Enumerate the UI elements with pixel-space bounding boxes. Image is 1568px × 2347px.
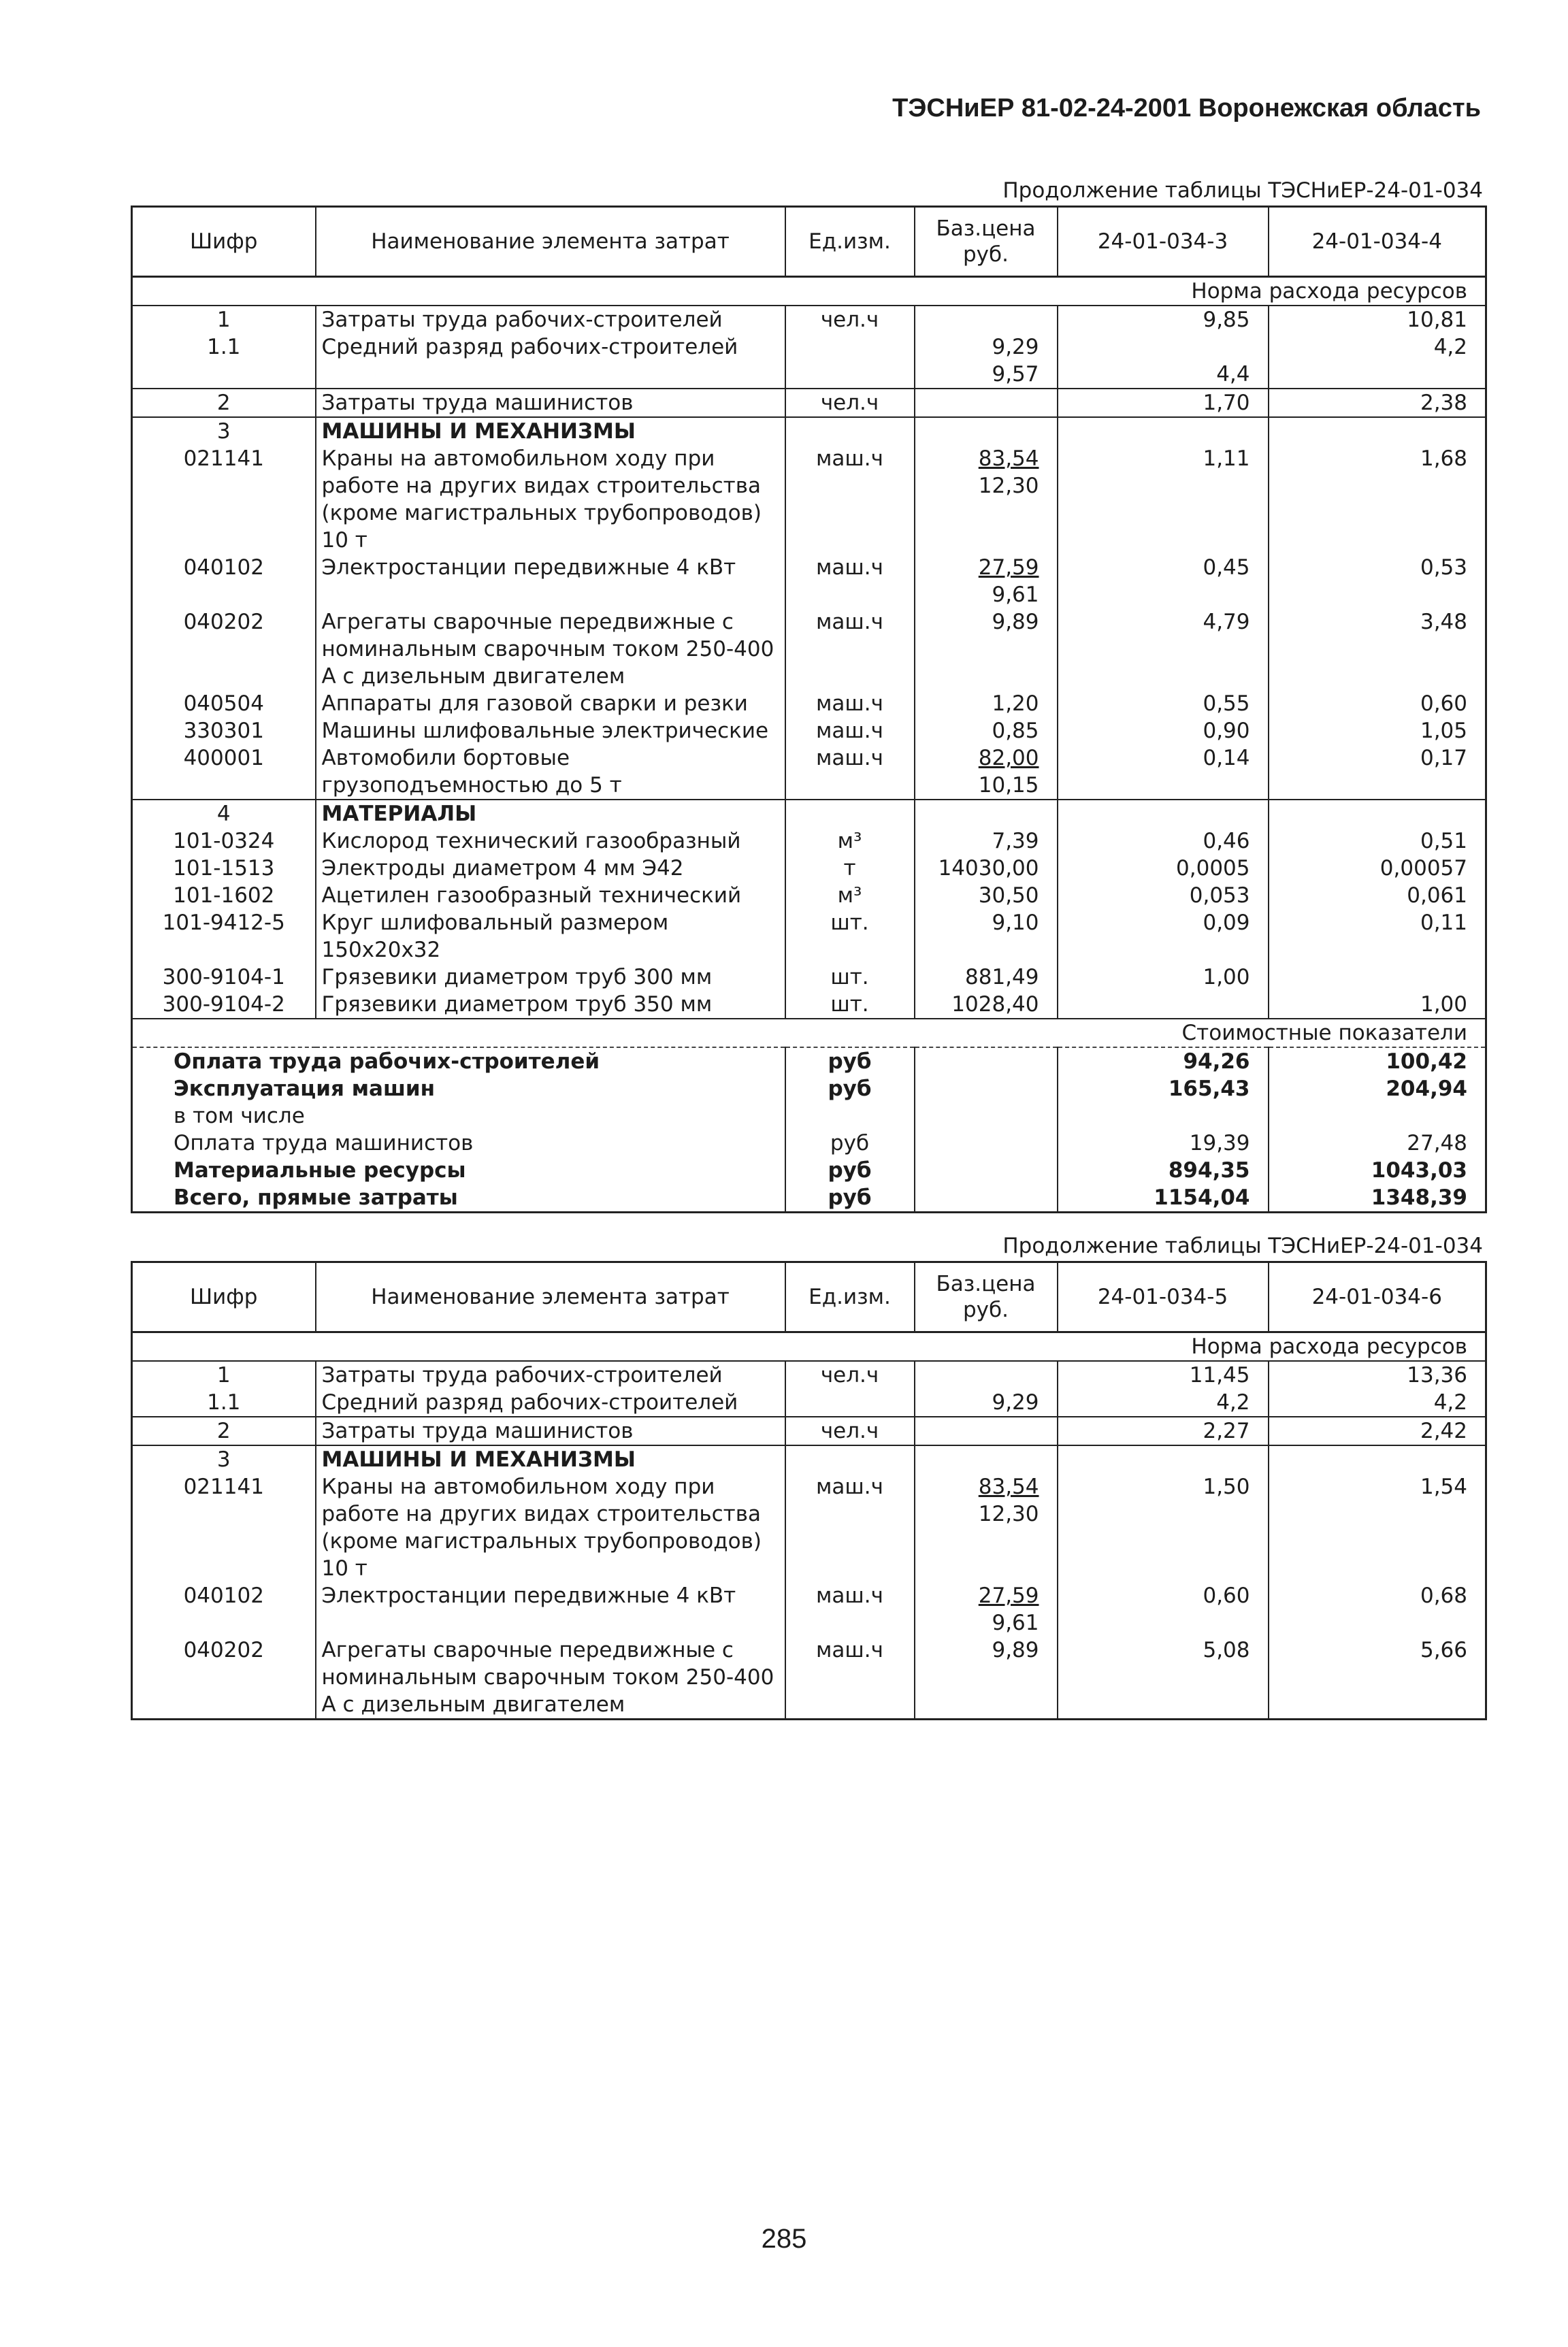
norm-value-2 xyxy=(1269,1445,1486,1473)
resource-name: Грязевики диаметром труб 300 мм xyxy=(316,964,785,991)
norm-value-1: 2,27 xyxy=(1058,1417,1269,1445)
norm-value-1: 0,45 xyxy=(1058,554,1269,608)
base-price-value: 881,49 xyxy=(965,965,1039,989)
cost-value-1: 894,35 xyxy=(1058,1157,1269,1184)
resource-code: 1.1 xyxy=(132,1389,316,1417)
resource-unit: шт. xyxy=(785,909,915,964)
norm-value-2: 0,60 xyxy=(1269,690,1486,717)
resource-name: Кислород технический газообразный xyxy=(316,827,785,855)
base-price-value: 1028,40 xyxy=(951,992,1039,1017)
base-price xyxy=(915,1582,1058,1637)
resource-name: Краны на автомобильном ходу при работе на других видах строительства (кроме магистральных трубопроводов) 10 т xyxy=(316,445,785,554)
table1-caption: Продолжение таблицы ТЭСНиЕР-24-01-034 xyxy=(1002,178,1483,203)
resource-unit: шт. xyxy=(785,964,915,991)
base-price xyxy=(915,800,1058,827)
norm-value-2: 13,36 xyxy=(1269,1361,1486,1389)
cost-row xyxy=(132,1075,1486,1102)
norm-value-1: 11,45 xyxy=(1058,1361,1269,1389)
base-price-value: 9,89 xyxy=(992,610,1039,634)
resource-name: МАШИНЫ И МЕХАНИЗМЫ xyxy=(316,417,785,445)
cost-value-1: 19,39 xyxy=(1058,1130,1269,1157)
norm-value-1: 0,0005 xyxy=(1058,855,1269,882)
cost-unit xyxy=(785,1102,915,1130)
resource-code: 101-1513 xyxy=(132,855,316,882)
cost-price-empty xyxy=(915,1130,1058,1157)
base-price-value: 27,59 xyxy=(978,555,1039,580)
resource-code: 040504 xyxy=(132,690,316,717)
resource-name: Средний разряд рабочих-строителей xyxy=(316,333,785,361)
norm-value-1: 0,90 xyxy=(1058,717,1269,744)
base-price xyxy=(915,333,1058,361)
base-price xyxy=(915,882,1058,909)
cost-value-2: 204,94 xyxy=(1269,1075,1486,1102)
col-header-norm-1: 24-01-034-5 xyxy=(1058,1262,1269,1332)
norm-value-2 xyxy=(1269,964,1486,991)
resource-unit: чел.ч xyxy=(785,306,915,333)
cost-value-1: 94,26 xyxy=(1058,1047,1269,1075)
norm-value-2: 1,54 xyxy=(1269,1473,1486,1582)
norm-value-2: 4,2 xyxy=(1269,333,1486,361)
cost-price-empty xyxy=(915,1102,1058,1130)
norm-value-2: 0,68 xyxy=(1269,1582,1486,1637)
norm-value-1: 1,11 xyxy=(1058,445,1269,554)
table-row xyxy=(132,1417,1486,1445)
base-price-machinist: 10,15 xyxy=(978,773,1039,798)
resource-unit xyxy=(785,800,915,827)
cost-row xyxy=(132,1047,1486,1075)
resource-code: 330301 xyxy=(132,717,316,744)
base-price xyxy=(915,1473,1058,1582)
resource-name: МАШИНЫ И МЕХАНИЗМЫ xyxy=(316,1445,785,1473)
resource-unit: т xyxy=(785,855,915,882)
cost-label: в том числе xyxy=(132,1102,785,1130)
resource-code: 1 xyxy=(132,1361,316,1389)
base-price xyxy=(915,1445,1058,1473)
resource-name: Электростанции передвижные 4 кВт xyxy=(316,1582,785,1637)
resource-code: 101-1602 xyxy=(132,882,316,909)
norm-value-1: 0,46 xyxy=(1058,827,1269,855)
cost-unit: руб xyxy=(785,1157,915,1184)
resource-unit xyxy=(785,1389,915,1417)
resource-unit: м³ xyxy=(785,882,915,909)
resource-name: Электроды диаметром 4 мм Э42 xyxy=(316,855,785,882)
norm-value-1: 9,85 xyxy=(1058,306,1269,333)
cost-header-row xyxy=(132,1019,1486,1047)
table-row xyxy=(132,964,1486,991)
norm-value-1 xyxy=(1058,800,1269,827)
resource-unit: шт. xyxy=(785,991,915,1019)
resource-name: Средний разряд рабочих-строителей xyxy=(316,1389,785,1417)
norm-value-2: 5,66 xyxy=(1269,1637,1486,1720)
cost-row xyxy=(132,1184,1486,1213)
cost-label: Эксплуатация машин xyxy=(132,1075,785,1102)
col-header-name: Наименование элемента затрат xyxy=(316,1262,785,1332)
col-header-price: Баз.цена руб. xyxy=(915,1262,1058,1332)
cost-row xyxy=(132,1102,1486,1130)
base-price xyxy=(915,909,1058,964)
base-price-value: 0,85 xyxy=(992,719,1039,743)
resource-code: 300-9104-2 xyxy=(132,991,316,1019)
table-row xyxy=(132,445,1486,554)
cost-value-1: 1154,04 xyxy=(1058,1184,1269,1213)
table-row xyxy=(132,882,1486,909)
resource-unit: маш.ч xyxy=(785,1473,915,1582)
page-number: 285 xyxy=(761,2224,807,2254)
resource-code: 2 xyxy=(132,1417,316,1445)
table-row xyxy=(132,608,1486,690)
base-price-value: 9,57 xyxy=(992,362,1039,387)
base-price xyxy=(915,855,1058,882)
document-title: ТЭСНиЕР 81-02-24-2001 Воронежская область xyxy=(892,94,1481,122)
cost-value-2: 1348,39 xyxy=(1269,1184,1486,1213)
resource-name: Затраты труда машинистов xyxy=(316,1417,785,1445)
resource-unit: маш.ч xyxy=(785,554,915,608)
norm-value-2: 0,53 xyxy=(1269,554,1486,608)
cost-label: Оплата труда машинистов xyxy=(132,1130,785,1157)
norm-value-1 xyxy=(1058,417,1269,445)
resource-code: 040202 xyxy=(132,608,316,690)
cost-unit: руб xyxy=(785,1130,915,1157)
table-row xyxy=(132,800,1486,827)
norma-label: Норма расхода ресурсов xyxy=(132,277,1486,306)
base-price xyxy=(915,827,1058,855)
resource-code: 101-0324 xyxy=(132,827,316,855)
col-header-unit: Ед.изм. xyxy=(785,207,915,277)
base-price xyxy=(915,1417,1058,1445)
table2-caption: Продолжение таблицы ТЭСНиЕР-24-01-034 xyxy=(1002,1234,1483,1258)
norm-value-1: 0,09 xyxy=(1058,909,1269,964)
resource-code: 1.1 xyxy=(132,333,316,361)
table-row xyxy=(132,744,1486,800)
resource-code: 040102 xyxy=(132,1582,316,1637)
table-row xyxy=(132,690,1486,717)
resource-code: 040102 xyxy=(132,554,316,608)
base-price xyxy=(915,744,1058,800)
table-row xyxy=(132,417,1486,445)
cost-unit: руб xyxy=(785,1075,915,1102)
base-price xyxy=(915,717,1058,744)
col-header-price: Баз.цена руб. xyxy=(915,207,1058,277)
cost-label: Всего, прямые затраты xyxy=(132,1184,785,1213)
col-header-code: Шифр xyxy=(132,207,316,277)
base-price-value: 9,29 xyxy=(992,1390,1039,1415)
norm-value-2: 2,42 xyxy=(1269,1417,1486,1445)
table-row xyxy=(132,1389,1486,1417)
norma-row xyxy=(132,1332,1486,1362)
base-price-value: 9,29 xyxy=(992,335,1039,359)
resource-name xyxy=(316,361,785,389)
norm-value-2: 0,51 xyxy=(1269,827,1486,855)
resource-name: Ацетилен газообразный технический xyxy=(316,882,785,909)
base-price-value: 83,54 xyxy=(978,446,1039,471)
base-price xyxy=(915,608,1058,690)
table-row xyxy=(132,389,1486,417)
cost-value-2 xyxy=(1269,1102,1486,1130)
table-row xyxy=(132,827,1486,855)
cost-row xyxy=(132,1130,1486,1157)
norm-value-1: 0,55 xyxy=(1058,690,1269,717)
resource-code: 021141 xyxy=(132,1473,316,1582)
resource-name: Машины шлифовальные электрические xyxy=(316,717,785,744)
base-price-value: 7,39 xyxy=(992,829,1039,853)
resource-code: 300-9104-1 xyxy=(132,964,316,991)
norm-value-2: 0,11 xyxy=(1269,909,1486,964)
resource-code: 4 xyxy=(132,800,316,827)
resource-code: 040202 xyxy=(132,1637,316,1720)
norm-value-1 xyxy=(1058,991,1269,1019)
table-row xyxy=(132,1445,1486,1473)
cost-label: Материальные ресурсы xyxy=(132,1157,785,1184)
resource-unit: маш.ч xyxy=(785,717,915,744)
resource-unit: чел.ч xyxy=(785,1361,915,1389)
base-price xyxy=(915,964,1058,991)
norm-value-2: 0,17 xyxy=(1269,744,1486,800)
norm-value-2: 1,05 xyxy=(1269,717,1486,744)
base-price xyxy=(915,445,1058,554)
norm-value-2: 0,00057 xyxy=(1269,855,1486,882)
col-header-unit: Ед.изм. xyxy=(785,1262,915,1332)
resource-name: Краны на автомобильном ходу при работе на других видах строительства (кроме магистральных трубопроводов) 10 т xyxy=(316,1473,785,1582)
table-row xyxy=(132,991,1486,1019)
norm-value-2: 1,00 xyxy=(1269,991,1486,1019)
cost-unit: руб xyxy=(785,1047,915,1075)
col-header-norm-1: 24-01-034-3 xyxy=(1058,207,1269,277)
cost-header: Стоимостные показатели xyxy=(132,1019,1486,1047)
cost-value-2: 100,42 xyxy=(1269,1047,1486,1075)
base-price-machinist: 9,61 xyxy=(992,582,1039,607)
resource-name: Затраты труда рабочих-строителей xyxy=(316,306,785,333)
norma-row xyxy=(132,277,1486,306)
resource-unit: чел.ч xyxy=(785,1417,915,1445)
norm-value-2: 2,38 xyxy=(1269,389,1486,417)
cost-value-1: 165,43 xyxy=(1058,1075,1269,1102)
base-price xyxy=(915,991,1058,1019)
cost-price-empty xyxy=(915,1047,1058,1075)
col-header-norm-2: 24-01-034-6 xyxy=(1269,1262,1486,1332)
resource-code: 1 xyxy=(132,306,316,333)
resource-name: Агрегаты сварочные передвижные с номинальным сварочным током 250-400 А с дизельным двигателем xyxy=(316,608,785,690)
norm-value-1: 1,70 xyxy=(1058,389,1269,417)
cost-price-empty xyxy=(915,1075,1058,1102)
base-price xyxy=(915,417,1058,445)
norm-value-1: 0,60 xyxy=(1058,1582,1269,1637)
norm-value-1: 4,79 xyxy=(1058,608,1269,690)
cost-value-2: 27,48 xyxy=(1269,1130,1486,1157)
base-price xyxy=(915,306,1058,333)
base-price xyxy=(915,690,1058,717)
cost-label: Оплата труда рабочих-строителей xyxy=(132,1047,785,1075)
table-row xyxy=(132,1361,1486,1389)
base-price-value: 9,89 xyxy=(992,1638,1039,1662)
resource-code: 3 xyxy=(132,1445,316,1473)
base-price xyxy=(915,554,1058,608)
norm-value-1: 1,00 xyxy=(1058,964,1269,991)
cost-value-2: 1043,03 xyxy=(1269,1157,1486,1184)
table1 xyxy=(131,206,1487,1213)
base-price-machinist: 9,61 xyxy=(992,1611,1039,1635)
table-row xyxy=(132,1637,1486,1720)
resource-code: 2 xyxy=(132,389,316,417)
col-header-norm-2: 24-01-034-4 xyxy=(1269,207,1486,277)
resource-code: 101-9412-5 xyxy=(132,909,316,964)
base-price xyxy=(915,1389,1058,1417)
cost-row xyxy=(132,1157,1486,1184)
resource-code: 021141 xyxy=(132,445,316,554)
norm-value-2 xyxy=(1269,361,1486,389)
norm-value-1 xyxy=(1058,1445,1269,1473)
resource-name: Круг шлифовальный размером 150х20х32 xyxy=(316,909,785,964)
resource-name: Агрегаты сварочные передвижные с номинальным сварочным током 250-400 А с дизельным двигателем xyxy=(316,1637,785,1720)
table2 xyxy=(131,1261,1487,1720)
norm-value-1: 4,4 xyxy=(1058,361,1269,389)
col-header-code: Шифр xyxy=(132,1262,316,1332)
resource-unit xyxy=(785,333,915,361)
base-price xyxy=(915,1361,1058,1389)
resource-unit: м³ xyxy=(785,827,915,855)
norm-value-2 xyxy=(1269,800,1486,827)
resource-unit: маш.ч xyxy=(785,690,915,717)
resource-unit: маш.ч xyxy=(785,1637,915,1720)
col-header-name: Наименование элемента затрат xyxy=(316,207,785,277)
table-row xyxy=(132,909,1486,964)
resource-name: Аппараты для газовой сварки и резки xyxy=(316,690,785,717)
cost-value-1 xyxy=(1058,1102,1269,1130)
cost-price-empty xyxy=(915,1157,1058,1184)
norm-value-1: 0,053 xyxy=(1058,882,1269,909)
resource-name: Автомобили бортовые грузоподъемностью до 5 т xyxy=(316,744,785,800)
resource-unit: маш.ч xyxy=(785,445,915,554)
cost-price-empty xyxy=(915,1184,1058,1213)
base-price-machinist: 12,30 xyxy=(978,474,1039,498)
norm-value-1: 0,14 xyxy=(1058,744,1269,800)
table-row xyxy=(132,855,1486,882)
resource-name: МАТЕРИАЛЫ xyxy=(316,800,785,827)
table-row xyxy=(132,554,1486,608)
resource-unit xyxy=(785,1445,915,1473)
resource-name: Грязевики диаметром труб 350 мм xyxy=(316,991,785,1019)
table-row xyxy=(132,333,1486,361)
table-row xyxy=(132,306,1486,333)
resource-unit: маш.ч xyxy=(785,608,915,690)
base-price-value: 27,59 xyxy=(978,1583,1039,1608)
resource-unit: маш.ч xyxy=(785,744,915,800)
norm-value-1 xyxy=(1058,333,1269,361)
table-row xyxy=(132,1473,1486,1582)
table-row xyxy=(132,717,1486,744)
base-price-value: 9,10 xyxy=(992,910,1039,935)
norm-value-2 xyxy=(1269,417,1486,445)
base-price-value: 1,20 xyxy=(992,691,1039,716)
table-row xyxy=(132,1582,1486,1637)
norm-value-1: 1,50 xyxy=(1058,1473,1269,1582)
resource-code xyxy=(132,361,316,389)
norm-value-1: 4,2 xyxy=(1058,1389,1269,1417)
base-price xyxy=(915,389,1058,417)
norma-label: Норма расхода ресурсов xyxy=(132,1332,1486,1362)
resource-name: Затраты труда машинистов xyxy=(316,389,785,417)
norm-value-1: 5,08 xyxy=(1058,1637,1269,1720)
norm-value-2: 4,2 xyxy=(1269,1389,1486,1417)
base-price-value: 14030,00 xyxy=(938,856,1039,881)
base-price xyxy=(915,1637,1058,1720)
base-price-value: 83,54 xyxy=(978,1475,1039,1499)
resource-unit: чел.ч xyxy=(785,389,915,417)
resource-code: 3 xyxy=(132,417,316,445)
norm-value-2: 0,061 xyxy=(1269,882,1486,909)
resource-unit xyxy=(785,361,915,389)
norm-value-2: 1,68 xyxy=(1269,445,1486,554)
norm-value-2: 3,48 xyxy=(1269,608,1486,690)
base-price-value: 30,50 xyxy=(978,883,1039,908)
table-row xyxy=(132,361,1486,389)
resource-unit xyxy=(785,417,915,445)
base-price xyxy=(915,361,1058,389)
base-price-machinist: 12,30 xyxy=(978,1502,1039,1526)
resource-name: Затраты труда рабочих-строителей xyxy=(316,1361,785,1389)
cost-unit: руб xyxy=(785,1184,915,1213)
norm-value-2: 10,81 xyxy=(1269,306,1486,333)
resource-name: Электростанции передвижные 4 кВт xyxy=(316,554,785,608)
resource-unit: маш.ч xyxy=(785,1582,915,1637)
base-price-value: 82,00 xyxy=(978,746,1039,770)
resource-code: 400001 xyxy=(132,744,316,800)
